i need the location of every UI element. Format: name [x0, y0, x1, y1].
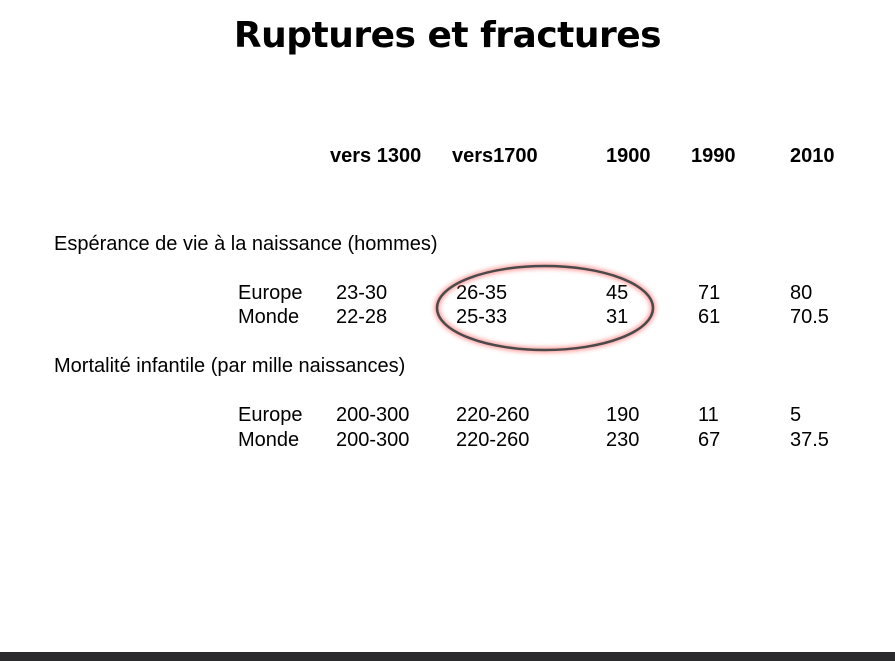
- table-cell: 45: [606, 282, 629, 304]
- section-infant-mortality-label: Mortalité infantile (par mille naissances): [54, 355, 406, 377]
- footer-bar: [0, 652, 895, 661]
- table-cell: 61: [698, 306, 721, 328]
- row-region: Europe: [238, 404, 303, 426]
- column-header-2010: 2010: [790, 145, 835, 167]
- table-cell: 31: [606, 306, 629, 328]
- table-cell: 37.5: [790, 429, 829, 451]
- table-cell: 11: [698, 404, 719, 426]
- table-cell: 71: [698, 282, 721, 304]
- table-cell: 22-28: [336, 306, 388, 328]
- table-cell: 220-260: [456, 404, 530, 426]
- highlight-ellipse: [432, 260, 658, 356]
- table-cell: 70.5: [790, 306, 829, 328]
- table-cell: 23-30: [336, 282, 388, 304]
- row-region: Monde: [238, 429, 300, 451]
- row-region: Europe: [238, 282, 303, 304]
- table-cell: 200-300: [336, 404, 410, 426]
- table-cell: 190: [606, 404, 640, 426]
- row-region: Monde: [238, 306, 300, 328]
- table-cell: 220-260: [456, 429, 530, 451]
- table-cell: 230: [606, 429, 640, 451]
- table-cell: 5: [790, 404, 802, 426]
- section-life-expectancy-label: Espérance de vie à la naissance (hommes): [54, 233, 438, 255]
- column-header-1300: vers 1300: [330, 145, 422, 167]
- table-cell: 25-33: [456, 306, 508, 328]
- table-cell: 26-35: [456, 282, 508, 304]
- column-header-1700: vers1700: [452, 145, 538, 167]
- column-header-1990: 1990: [691, 145, 736, 167]
- slide-title: Ruptures et fractures: [233, 15, 662, 56]
- table-cell: 80: [790, 282, 813, 304]
- column-header-1900: 1900: [606, 145, 651, 167]
- table-cell: 200-300: [336, 429, 410, 451]
- table-cell: 67: [698, 429, 721, 451]
